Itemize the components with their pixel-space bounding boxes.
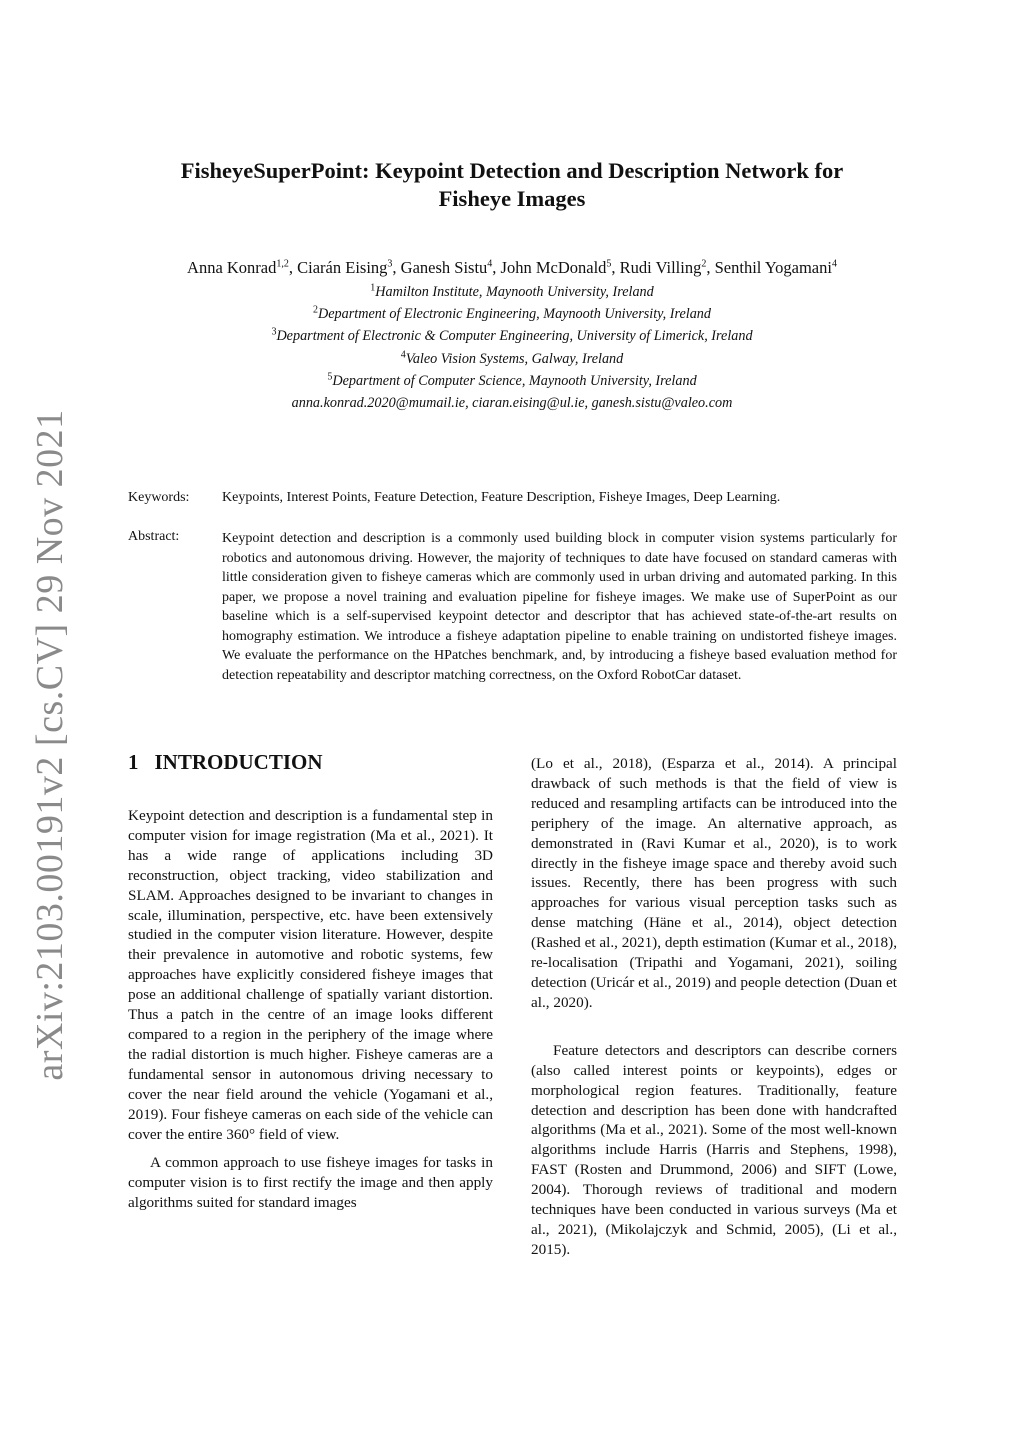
body-paragraph: Feature detectors and descriptors can describe corners (also called interest points or keypoints), edges or morphological region features. Traditionally, feature detection and description has been done with handcrafted algorithms (Ma et al., 2021). Some of the most well-known algorithms include Harris (Harris and Stephens, 1998), FAST (Rosten and Drummond, 2006) and SIFT (Lowe, 2004). Thorough reviews of traditional and modern techniques have been conducted in various surveys (Ma et al., 2021), (Mikolajczyk and Schmid, 2005), (Li et al., 2015). (531, 1041, 897, 1258)
author-affil-mark: 1,2 (276, 258, 289, 270)
author-list: Anna Konrad$^{1,2}$, Ciarán Eising$^3$, Ganesh Sistu$^4$, John McDonald$^5$, Rudi Villing$^2$, Senthil Yogamani$^4$ (187, 258, 837, 277)
keywords-label: Keywords: (128, 490, 190, 505)
affiliation-item: $^2$Department of Electronic Engineering, Maynooth University, Ireland (313, 304, 711, 323)
affiliation-item: $^1$Hamilton Institute, Maynooth University, Ireland (370, 282, 654, 300)
affiliation-item: $^5$Department of Computer Science, Maynooth University, Ireland (327, 371, 697, 389)
author-affil-mark: 4 (831, 258, 837, 270)
paper-title (100, 157, 924, 213)
paper-title-line-1: FisheyeSuperPoint: Keypoint Detection and Description Network for (180, 158, 844, 183)
arxiv-side-stamp: arXiv:2103.00191v2 [cs.CV] 29 Nov 2021 (29, 409, 71, 1081)
paper-title-line-2: Fisheye Images (438, 186, 586, 211)
affiliation-item: $^3$Department of Electronic & Computer Engineering, University of Limerick, Ireland (271, 326, 753, 345)
affiliation-list (100, 281, 924, 414)
section-title: INTRODUCTION (154, 750, 323, 774)
author-affil-mark: 5 (606, 258, 612, 270)
author-name: Ciarán Eising (297, 258, 388, 277)
author-name: Anna Konrad (187, 258, 277, 277)
author-name: Rudi Villing (619, 258, 702, 277)
keywords-text: Keypoints, Interest Points, Feature Detection, Feature Description, Fisheye Images, Deep Learning. (222, 490, 781, 505)
abstract-label: Abstract: (128, 529, 180, 544)
section-heading (128, 750, 323, 775)
author-affil-mark: 3 (387, 258, 393, 270)
body-paragraph: (Lo et al., 2018), (Esparza et al., 2014). A principal drawback of such methods is that the field of view is reduced and resampling artifacts can be introduced into the periphery of the image. An alternative approach, as demonstrated in (Ravi Kumar et al., 2020), is to work directly in the fisheye image space and thereby avoid such issues. Recently, there has been progress with such approaches for various visual perception tasks such as dense matching (Häne et al., 2014), object detection (Rashed et al., 2021), depth estimation (Kumar et al., 2018), re-localisation (Tripathi and Yogamani, 2021), soiling detection (Uricár et al., 2019) and people detection (Duan et al., 2020). (531, 755, 897, 1011)
section-number: 1 (128, 750, 139, 774)
body-paragraph: Keypoint detection and description is a fundamental step in computer vision for image registration (Ma et al., 2021). It has a wide range of applications including 3D reconstruction, object tracking, video stabilization and SLAM. Approaches designed to be invariant to changes in scale, illumination, perspective, etc. have been extensively studied in the computer vision literature. However, despite their prevalence in automotive and robotic systems, few approaches have explicitly considered fisheye images that pose an additional challenge of spatially variant distortion. Thus a patch in the centre of an image looks different compared to a region in the periphery of the image where the radial distortion is much higher. Fisheye cameras are a fundamental sensor in autonomous driving necessary to cover the near field around the vehicle (Yogamani et al., 2019). Four fisheye cameras on each side of the vehicle can cover the entire 360° field of view. (128, 807, 493, 1143)
body-paragraph: A common approach to use fisheye images for tasks in computer vision is to first rectify the image and then apply algorithms suited for standard images (128, 1154, 493, 1212)
right-column (531, 754, 897, 1260)
left-column (128, 806, 493, 1213)
author-affil-mark: 2 (701, 258, 707, 270)
author-name: John McDonald (500, 258, 607, 277)
author-name: Senthil Yogamani (714, 258, 832, 277)
author-name: Ganesh Sistu (400, 258, 488, 277)
affiliation-item: $^4$Valeo Vision Systems, Galway, Ireland (400, 348, 624, 367)
author-affil-mark: 4 (487, 258, 493, 270)
author-emails[interactable]: anna.konrad.2020@mumail.ie, ciaran.eising@ul.ie, ganesh.sistu@valeo.com (291, 395, 733, 412)
abstract-text: Keypoint detection and description is a commonly used building block in computer vision systems particularly for robotics and autonomous driving. However, the majority of techniques to date have focused on standard cameras with little consideration given to fisheye cameras which are commonly used in urban driving and automated parking. In this paper, we propose a novel training and evaluation pipeline for fisheye images. We make use of SuperPoint as our baseline which is a self-supervised keypoint detector and descriptor that has achieved state-of-the-art results on homography estimation. We introduce a fisheye adaptation pipeline to enable training on undistorted fisheye images. We evaluate the performance on the HPatches benchmark, and, by introducing a fisheye based evaluation method for detection repeatability and descriptor matching correctness, on the Oxford RobotCar dataset. (222, 531, 897, 683)
